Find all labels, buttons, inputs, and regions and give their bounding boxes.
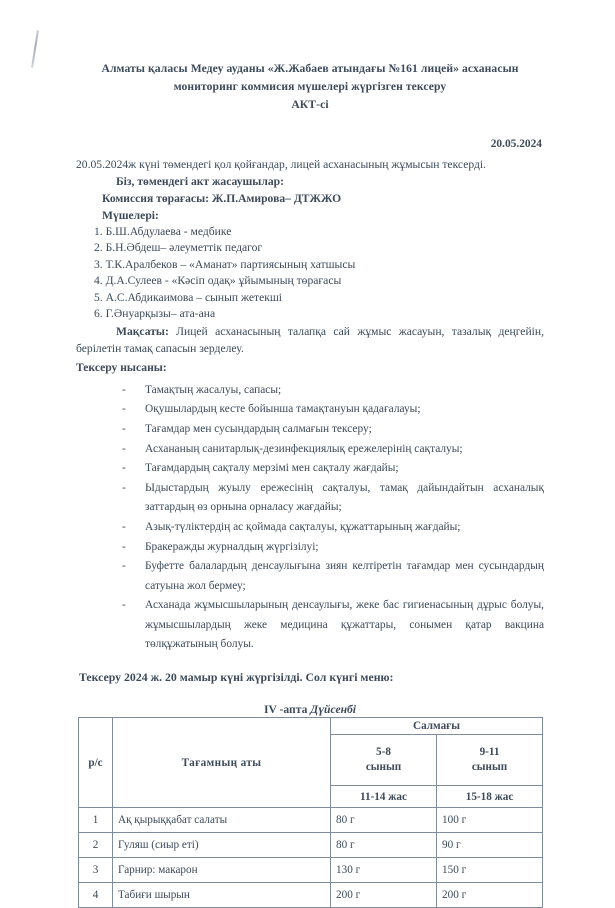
row-weight-group1: 80 г bbox=[331, 808, 437, 833]
document-content bbox=[76, 0, 544, 908]
dash-bullet-icon: - bbox=[122, 423, 126, 436]
members-label: Мүшелері: bbox=[102, 208, 159, 222]
list-item-text: Оқушылардың кесте бойынша тамақтануын қадағалауы; bbox=[145, 403, 421, 416]
row-no: 4 bbox=[79, 883, 113, 908]
list-item bbox=[76, 381, 544, 400]
table-header-row bbox=[79, 718, 543, 735]
members-list bbox=[76, 224, 544, 324]
undersigned-label: Біз, төмендегі акт жасаушылар: bbox=[116, 174, 284, 188]
list-item bbox=[76, 400, 544, 419]
row-weight-group2: 200 г bbox=[437, 883, 543, 908]
dash-bullet-icon: - bbox=[122, 560, 126, 573]
header-group1-age: 11-14 жас bbox=[331, 786, 437, 808]
dash-bullet-icon: - bbox=[122, 462, 126, 475]
row-weight-group2: 100 г bbox=[437, 808, 543, 833]
list-item: 6. Г.Әнуарқызы– ата-ана bbox=[94, 307, 216, 321]
list-item: 3. Т.К.Аралбеков – «Аманат» партиясының хатшысы bbox=[94, 257, 356, 271]
row-dish: Гуляш (сиыр еті) bbox=[113, 833, 331, 858]
dash-bullet-icon: - bbox=[122, 599, 126, 612]
header-dish-name: Тағамның аты bbox=[113, 718, 331, 808]
table-row bbox=[79, 858, 543, 883]
group1-grade-value: 5-8 bbox=[376, 746, 391, 758]
list-item bbox=[76, 420, 544, 439]
row-weight-group1: 200 г bbox=[331, 883, 437, 908]
list-item bbox=[76, 538, 544, 557]
row-weight-group1: 130 г bbox=[331, 858, 437, 883]
row-no: 3 bbox=[79, 858, 113, 883]
row-no: 1 bbox=[79, 808, 113, 833]
list-item: 2. Б.Н.Әбдеш– әлеуметтік педагог bbox=[94, 241, 263, 255]
header-group1-grade bbox=[331, 735, 437, 786]
menu-table-caption bbox=[76, 703, 544, 716]
purpose-label: Мақсаты: bbox=[116, 325, 169, 339]
intro-paragraph: 20.05.2024ж күні төмендегі қол қойғандар, лицей асханасының жұмысын тексерді. bbox=[76, 157, 487, 171]
list-item-text: Асхананың санитарлық-дезинфекциялық ережелерінің сақталуы; bbox=[145, 442, 463, 455]
row-weight-group2: 150 г bbox=[437, 858, 543, 883]
list-item: 5. А.С.Абдикаимова – сынып жетекші bbox=[94, 290, 283, 304]
row-weight-group2: 90 г bbox=[437, 833, 543, 858]
caption-day: Дүйсенбі bbox=[310, 703, 357, 716]
list-item-text: Азық-түліктердің ас қоймада сақталуы, құжаттарының жағдайы; bbox=[145, 521, 461, 534]
title-line-3: АКТ-сі bbox=[291, 98, 329, 111]
list-item bbox=[76, 459, 544, 478]
header-group2-grade bbox=[437, 735, 543, 786]
inspection-object-label: Тексеру нысаны: bbox=[76, 360, 167, 374]
row-dish: Гарнир: макарон bbox=[113, 858, 331, 883]
row-dish: Ақ қырыққабат салаты bbox=[113, 808, 331, 833]
list-item-text: Асханада жұмысшыларының денсаулығы, жеке бас гигиенасының дұрыс болуы, жұмысшылардың жеке медицина құжаттары, сонымен қатар вакцина төлқұжатының болуы. bbox=[145, 599, 544, 650]
row-weight-group1: 80 г bbox=[331, 833, 437, 858]
row-no: 2 bbox=[79, 833, 113, 858]
header-group2-age: 15-18 жас bbox=[437, 786, 543, 808]
list-item bbox=[76, 479, 544, 517]
list-item: 1. Б.Ш.Абдулаева - медбике bbox=[94, 224, 232, 238]
title-line-1: Алматы қаласы Медеу ауданы «Ж.Жабаев атындағы №161 лицей» асханасын bbox=[101, 62, 519, 75]
list-item bbox=[76, 440, 544, 459]
document-date: 20.05.2024 bbox=[490, 137, 542, 150]
table-row bbox=[79, 883, 543, 908]
dash-bullet-icon: - bbox=[122, 442, 126, 455]
commission-chair: Комиссия төрағасы: Ж.П.Амирова– ДТЖЖО bbox=[102, 191, 342, 205]
list-item bbox=[76, 596, 544, 654]
menu-table bbox=[78, 717, 543, 908]
inspection-date-note: Тексеру 2024 ж. 20 мамыр күні жүргізілді. Сол күнгі меню: bbox=[79, 670, 394, 684]
list-item bbox=[76, 557, 544, 595]
menu-table-head bbox=[79, 718, 543, 808]
table-row bbox=[79, 833, 543, 858]
list-item bbox=[76, 518, 544, 537]
dash-bullet-icon: - bbox=[122, 540, 126, 553]
inspection-object-list bbox=[76, 381, 544, 654]
purpose-paragraph bbox=[76, 324, 544, 358]
dash-bullet-icon: - bbox=[122, 521, 126, 534]
document-title bbox=[76, 60, 544, 114]
table-row bbox=[79, 808, 543, 833]
group2-grade-value: 9-11 bbox=[479, 746, 500, 758]
caption-week: IV -апта bbox=[263, 703, 308, 716]
header-no: р/с bbox=[79, 718, 113, 808]
list-item-text: Тағамдардың сақталу мерзімі мен сақталу жағдайы; bbox=[145, 462, 399, 475]
purpose-text: Лицей асханасының талапқа сай жұмыс жасауын, тазалық деңгейін, берілетін тамақ сапасын зерделеу. bbox=[76, 325, 544, 355]
list-item: 4. Д.А.Сулеев - «Кәсіп одақ» ұйымының төрағасы bbox=[94, 274, 342, 288]
group1-class-word: сынып bbox=[365, 761, 402, 773]
title-line-2: мониторинг коммисия мүшелері жүргізген тексеру bbox=[173, 79, 447, 93]
list-item-text: Тамақтың жасалуы, сапасы; bbox=[145, 383, 282, 396]
list-item-text: Тағамдар мен сусындардың салмағын тексеру; bbox=[145, 423, 372, 436]
row-dish: Табиғи шырын bbox=[113, 883, 331, 908]
dash-bullet-icon: - bbox=[122, 482, 126, 495]
dash-bullet-icon: - bbox=[122, 403, 126, 416]
list-item-text: Ыдыстардың жуылу ережесінің сақталуы, тамақ дайындайтын асханалық заттардың өз орнына орналасу жағдайы; bbox=[145, 482, 544, 514]
group2-class-word: сынып bbox=[471, 761, 508, 773]
header-weight: Салмағы bbox=[331, 718, 543, 735]
list-item-text: Буфетте балалардың денсаулығына зиян келтіретін тағамдар мен сусындардың сатуына жол бермеу; bbox=[145, 560, 544, 592]
list-item-text: Бракеражды журналдың жүргізілуі; bbox=[145, 540, 319, 553]
scan-artifact-mark bbox=[31, 30, 39, 68]
menu-table-body bbox=[79, 808, 543, 908]
dash-bullet-icon: - bbox=[122, 383, 126, 396]
